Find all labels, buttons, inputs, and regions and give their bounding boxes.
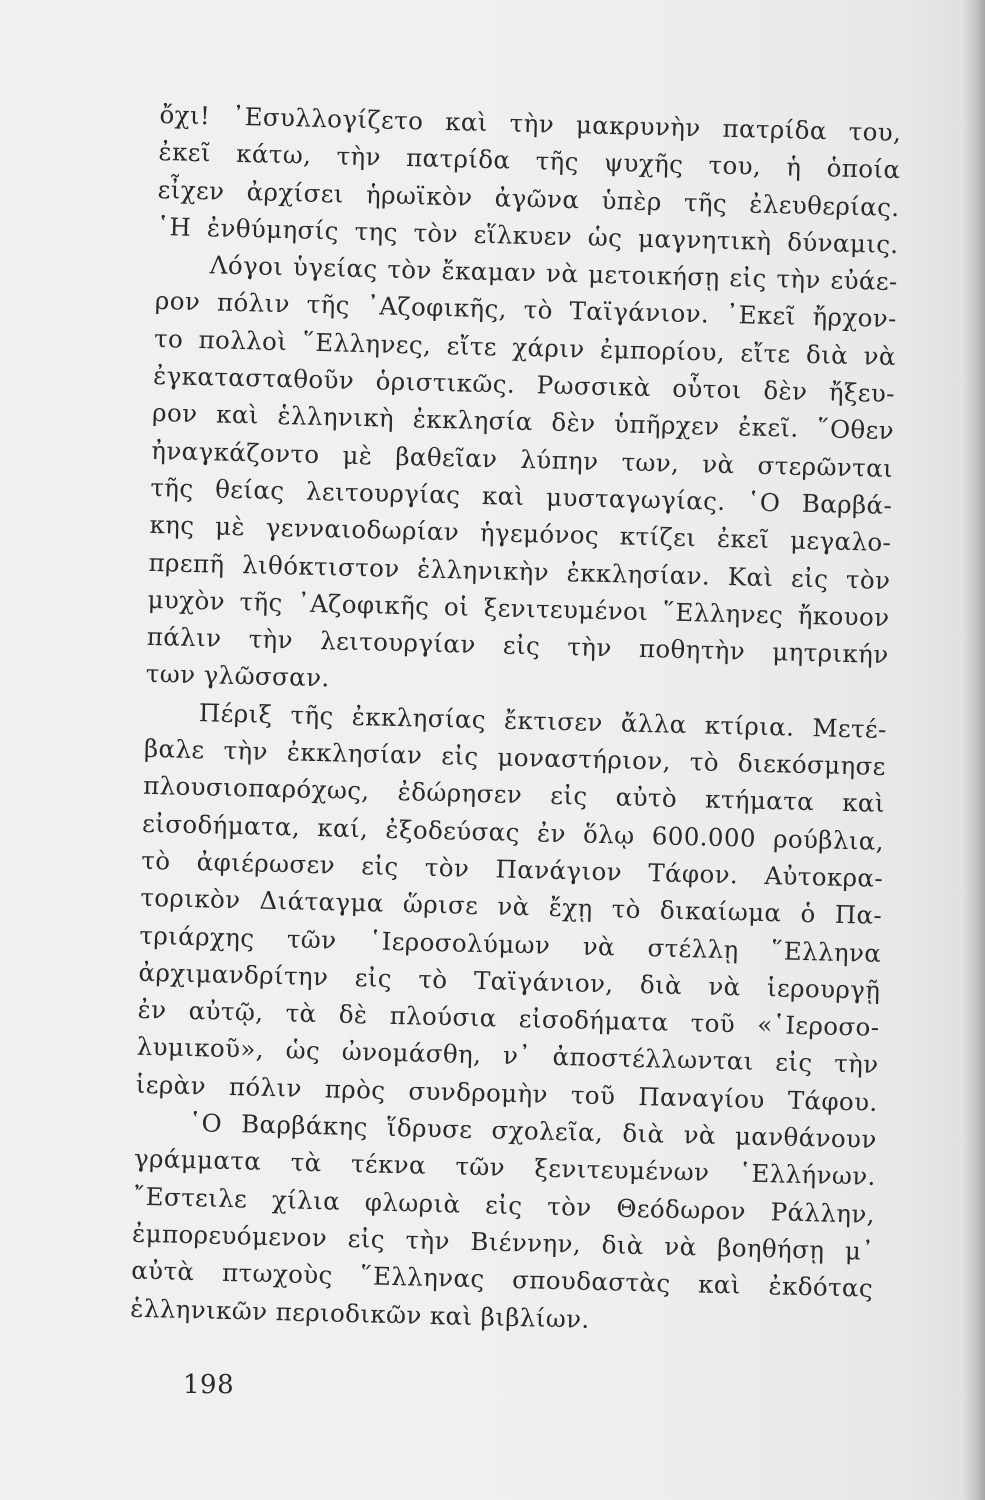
text-line: πάλιν τὴν λειτουργίαν εἰς τὴν ποθητὴν μητρικήν	[146, 621, 889, 670]
text-line: ρον καὶ ἑλληνικὴ ἐκκλησία δὲν ὑπῆρχεν ἐκεῖ. ῞Οθεν	[151, 398, 895, 446]
text-line: λυμικοῦ», ὡς ὠνομάσθη, ν᾿ ἀποστέλλωνται εἰς τὴν	[136, 1032, 879, 1080]
text-line: ῎Εστειλε χίλια φλωριὰ εἰς τὸν Θεόδωρον Ράλλην,	[132, 1181, 876, 1229]
text-line: κης μὲ γενναιοδωρίαν ἡγεμόνος κτίζει ἐκεῖ μεγαλο-	[149, 510, 892, 558]
page-edge-shadow	[963, 0, 985, 1500]
text-line: ρον πόλιν τῆς ᾿Αζοφικῆς, τὸ Ταϊγάνιον. ᾿Εκεῖ ἤρχον-	[154, 286, 898, 334]
body-text	[130, 96, 902, 1345]
text-line: το πολλοὶ ῞Ελληνες, εἴτε χάριν ἐμπορίου, εἴτε διὰ νὰ	[153, 323, 897, 371]
text-line: ἐμπορευόμενον εἰς τὴν Βιέννην, διὰ νὰ βοηθήσῃ μ᾿	[131, 1218, 875, 1266]
text-line: τορικὸν Διάταγμα ὥρισε νὰ ἔχῃ τὸ δικαίωμα ὁ Πα-	[140, 882, 883, 931]
text-line: ἑλληνικῶν περιοδικῶν καὶ βιβλίων.	[130, 1293, 591, 1334]
text-line: ἱερὰν πόλιν πρὸς συνδρομὴν τοῦ Παναγίου Τάφου.	[135, 1069, 878, 1117]
text-line: τὸ ἀφιέρωσεν εἰς τὸν Πανάγιον Τάφον. Αὐτοκρα-	[140, 845, 884, 893]
text-line: Λόγοι ὑγείας τὸν ἔκαμαν νὰ μετοικήσῃ εἰς τὴν εὐάε-	[209, 250, 899, 297]
text-line: πρεπῆ λιθόκτιστον ἑλληνικὴν ἐκκλησίαν. Καὶ εἰς τὸν	[148, 547, 891, 595]
page-number: 198	[183, 1370, 235, 1400]
text-line: εἰσοδήματα, καί, ἐξοδεύσας ἐν ὅλῳ 600.000 ρούβλια,	[141, 808, 885, 856]
text-line: ἠναγκάζοντο μὲ βαθεῖαν λύπην των, νὰ στερῶνται	[150, 435, 894, 483]
text-line: ἐγκατασταθοῦν ὁριστικῶς. Ρωσσικὰ οὗτοι δὲν ἤξευ-	[152, 360, 896, 409]
text-line: ἐκεῖ κάτω, τὴν πατρίδα τῆς ψυχῆς του, ἡ ὁποία	[158, 137, 901, 185]
text-line: γράμματα τὰ τέκνα τῶν ξενιτευμένων ῾Ελλήνων.	[133, 1143, 877, 1192]
text-line: ἀρχιμανδρίτην εἰς τὸ Ταϊγάνιον, διὰ νὰ ἱερουργῇ	[138, 957, 881, 1005]
text-line: εἶχεν ἀρχίσει ἡρωϊκὸν ἀγῶνα ὑπὲρ τῆς ἐλευθερίας.	[157, 174, 900, 222]
text-line: ῾Η ἐνθύμησίς της τὸν εἵλκυεν ὡς μαγνητικὴ δύναμις.	[156, 211, 899, 259]
text-line: πλουσιοπαρόχως, ἐδώρησεν εἰς αὐτὸ κτήματα καὶ	[142, 771, 886, 819]
text-line: ἐν αὐτῷ, τὰ δὲ πλούσια εἰσοδήματα τοῦ «῾Ιεροσο-	[137, 994, 880, 1042]
text-line: τῆς θείας λειτουργίας καὶ μυσταγωγίας. ῾Ο Βαρβά-	[150, 472, 893, 520]
text-line: μυχὸν τῆς ᾿Αζοφικῆς οἱ ξενιτευμένοι ῞Ελληνες ἤκουον	[147, 584, 890, 632]
text-line: ῾Ο Βαρβάκης ἵδρυσε σχολεῖα, διὰ νὰ μανθάνουν	[188, 1108, 878, 1154]
text-line: Πέριξ τῆς ἐκκλησίας ἔκτισεν ἄλλα κτίρια. Μετέ-	[198, 697, 888, 744]
text-line: ὄχι! ᾿Εσυλλογίζετο καὶ τὴν μακρυνὴν πατρίδα του,	[159, 99, 902, 148]
text-line: αὐτὰ πτωχοὺς ῞Ελληνας σπουδαστὰς καὶ ἐκδότας	[130, 1255, 874, 1303]
text-line: βαλε τὴν ἐκκλησίαν εἰς μοναστήριον, τὸ διεκόσμησε	[143, 733, 887, 781]
text-line: των γλῶσσαν.	[145, 659, 331, 693]
text-line: τριάρχης τῶν ῾Ιεροσολύμων νὰ στέλλῃ ῞Ελληνα	[139, 920, 882, 968]
